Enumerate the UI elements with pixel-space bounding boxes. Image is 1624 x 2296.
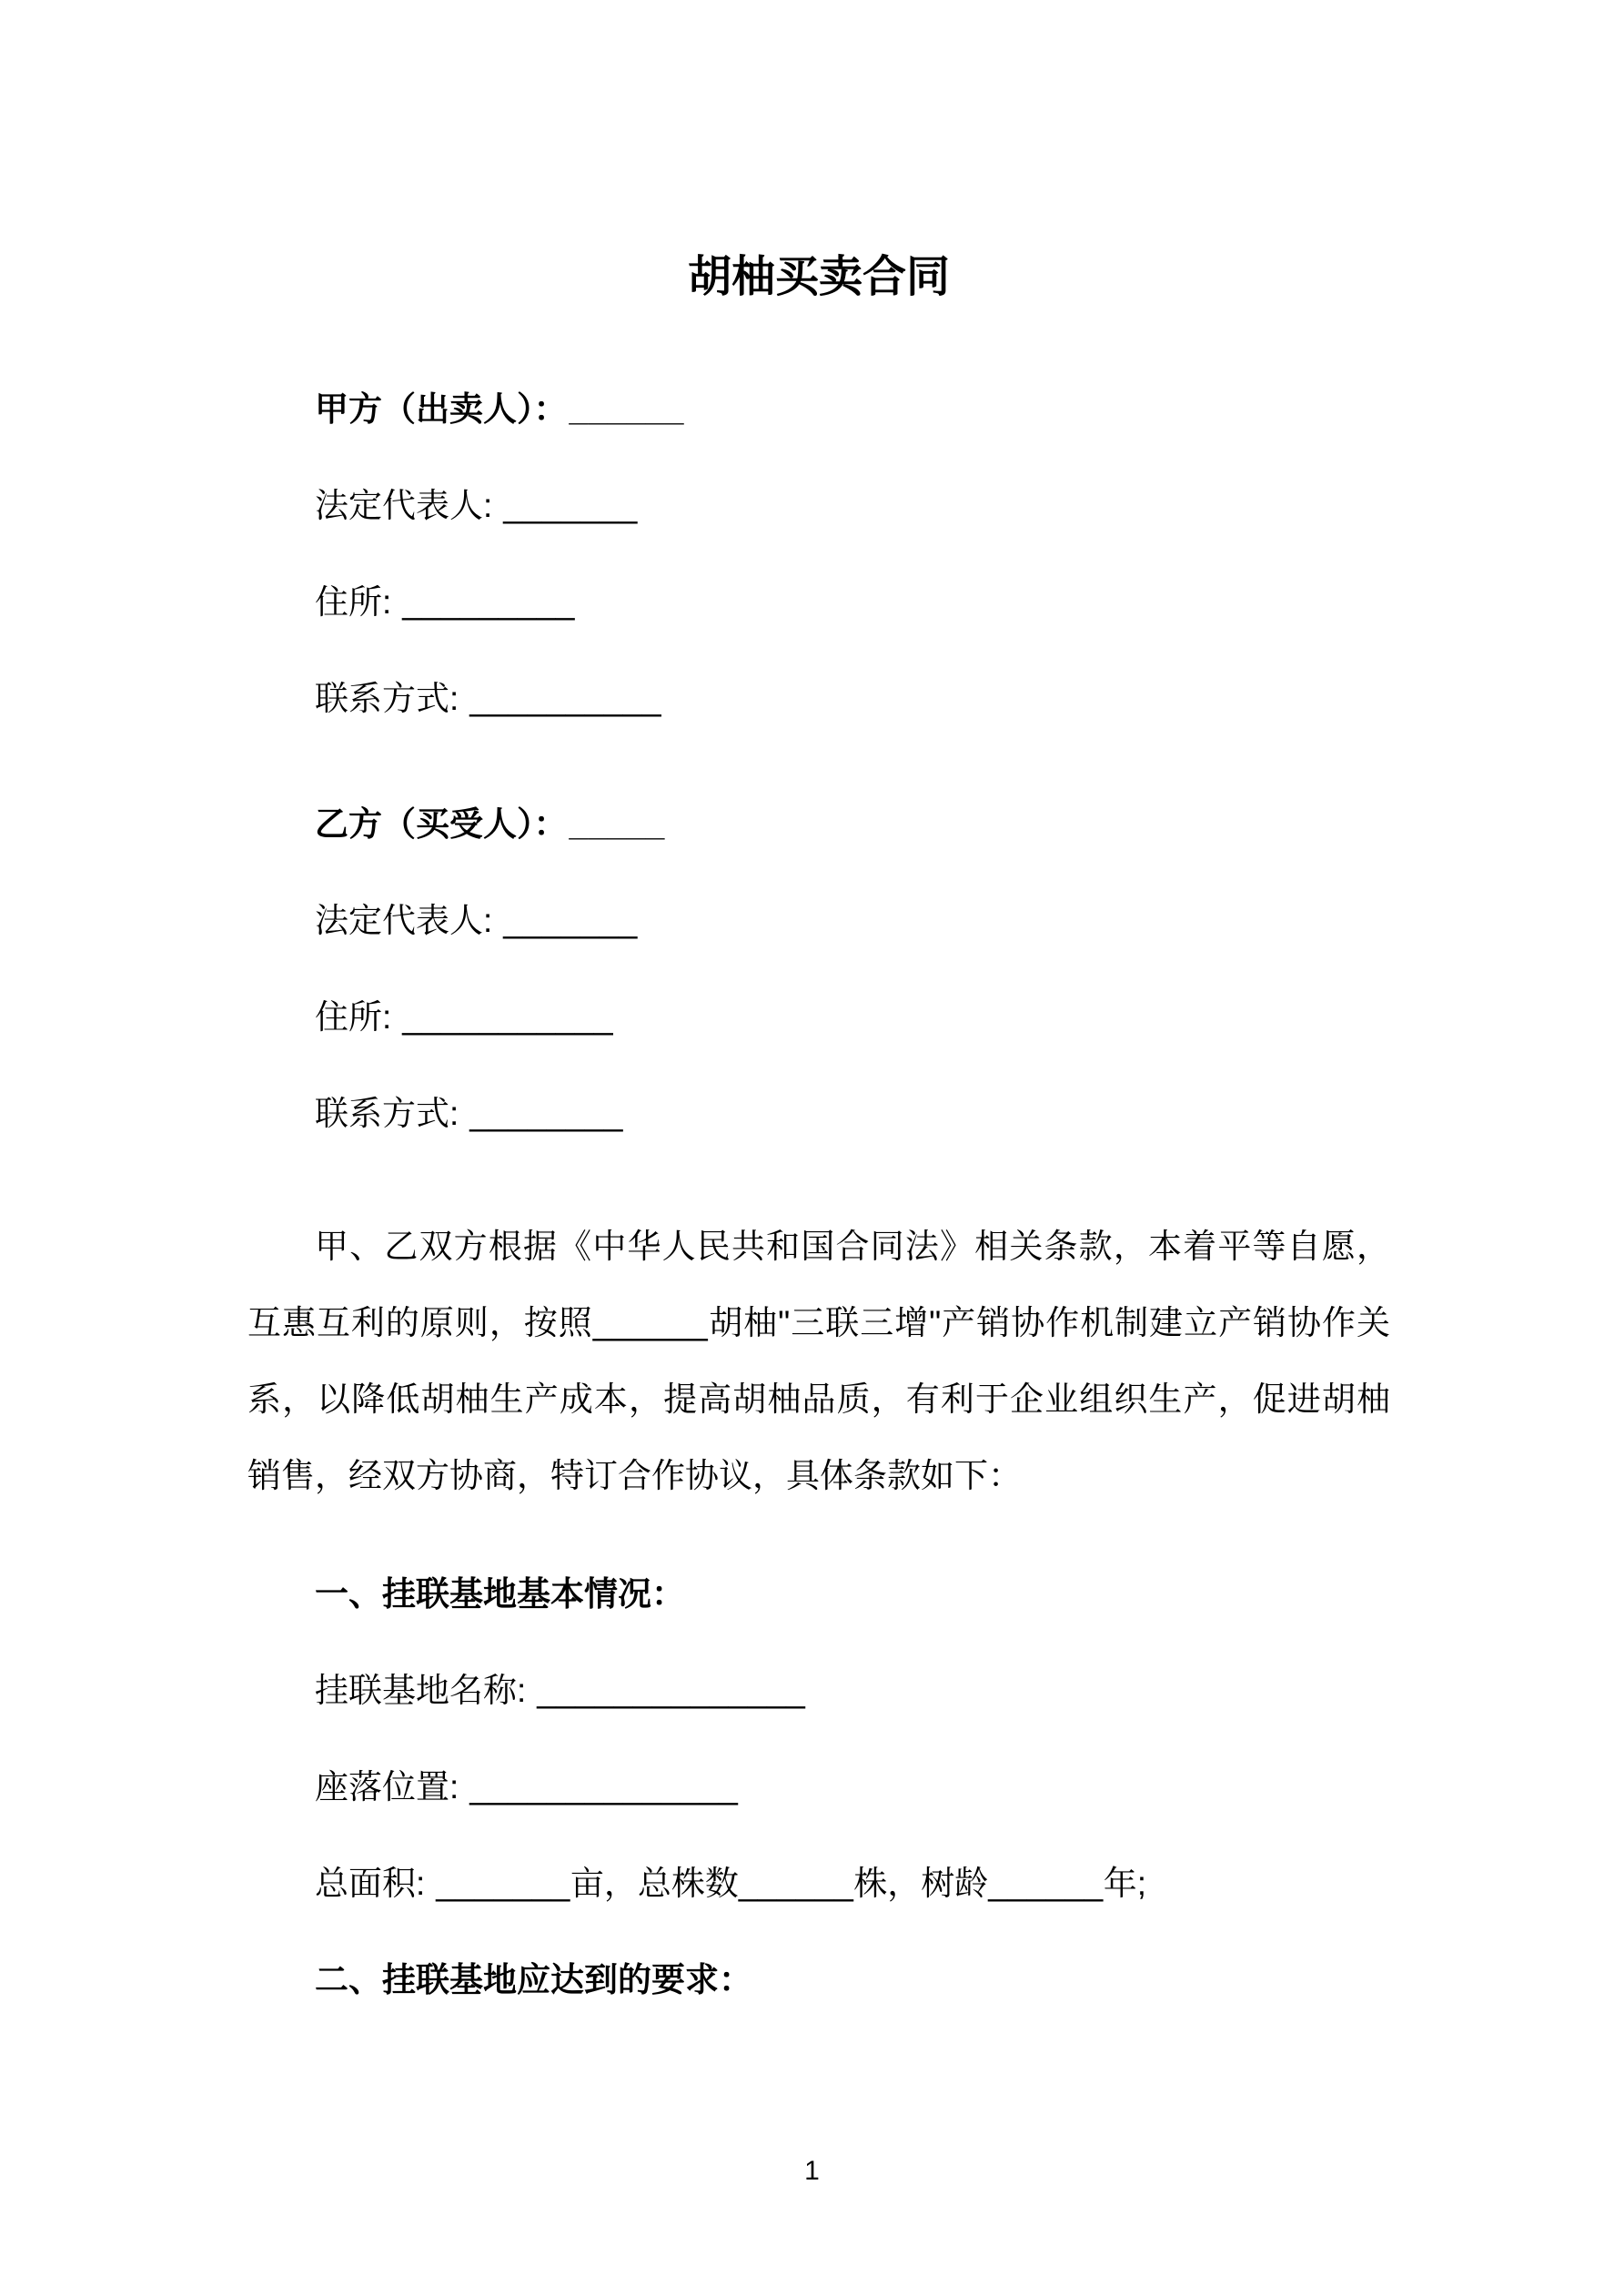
- party-b-legal-rep-line: [247, 883, 1390, 959]
- base-name-line: [247, 1653, 1390, 1729]
- base-location-blank: ______________: [469, 1768, 739, 1805]
- party-a-address-blank: _________: [402, 583, 575, 621]
- base-location-label: 座落位置:: [315, 1768, 459, 1805]
- party-b-address-line: [247, 979, 1390, 1056]
- base-area-line: [247, 1846, 1390, 1922]
- party-b-contact-line: [247, 1076, 1390, 1152]
- party-b-address-label: 住所:: [315, 998, 392, 1036]
- party-a-heading-line: [247, 371, 1390, 448]
- base-area-text-2: 株，树龄: [853, 1865, 989, 1902]
- party-b-address-blank: ___________: [402, 998, 614, 1036]
- base-area-label: 总面积:: [315, 1865, 426, 1902]
- base-name-label: 挂联基地名称:: [315, 1672, 527, 1709]
- party-a-contact-line: [247, 661, 1390, 737]
- base-name-blank: ______________: [537, 1672, 806, 1709]
- party-b-legal-rep-label: 法定代表人:: [315, 902, 493, 939]
- party-b-contact-blank: ________: [469, 1095, 623, 1132]
- preamble-text-1: 甲、乙双方根据《中华人民共和国合同法》相关条款，本着平等自愿，互惠互利的原则，按照: [247, 1228, 1390, 1341]
- party-a-legal-rep-blank: _______: [503, 487, 638, 524]
- party-a-address-label: 住所:: [315, 583, 392, 621]
- base-location-line: [247, 1749, 1390, 1826]
- party-a-contact-label: 联系方式:: [315, 680, 459, 717]
- party-b-heading-blank: _____: [569, 805, 665, 843]
- party-b-heading-label: 乙方（买受人）：: [315, 805, 568, 843]
- party-a-legal-rep-line: [247, 468, 1390, 544]
- party-b-heading-line: [247, 786, 1390, 863]
- section-two-heading: 二、挂联基地应达到的要求：: [315, 1961, 752, 1998]
- preamble-paragraph: [247, 1209, 1390, 1514]
- party-b-contact-label: 联系方式:: [315, 1095, 459, 1132]
- party-b-legal-rep-blank: _______: [503, 902, 638, 939]
- base-area-blank-2: ______: [738, 1865, 854, 1902]
- party-a-heading-label: 甲方（出卖人）：: [315, 390, 568, 428]
- document-title: 胡柚买卖合同: [687, 253, 950, 301]
- party-a-legal-rep-label: 法定代表人:: [315, 487, 493, 524]
- section-one-heading: 一、挂联基地基本情况：: [315, 1575, 685, 1613]
- party-a-address-line: [247, 564, 1390, 641]
- preamble-text-2: 胡柚"三联三增"产销协作机制建立产销协作关系，以降低胡柚生产成本，提高胡柚品质，有利于企业组织生产，促进胡柚销售，经双方协商，特订合作协议，具体条款如下：: [247, 1304, 1390, 1494]
- base-area-text-3: 年;: [1103, 1865, 1147, 1902]
- base-area-text-1: 亩，总株数: [570, 1865, 739, 1902]
- base-area-blank-1: _______: [436, 1865, 570, 1902]
- party-a-heading-blank: ______: [569, 390, 684, 428]
- base-area-blank-3: ______: [988, 1865, 1104, 1902]
- page-number: 1: [804, 2156, 820, 2186]
- party-a-contact-blank: __________: [469, 680, 662, 717]
- preamble-blank: ______: [592, 1304, 709, 1341]
